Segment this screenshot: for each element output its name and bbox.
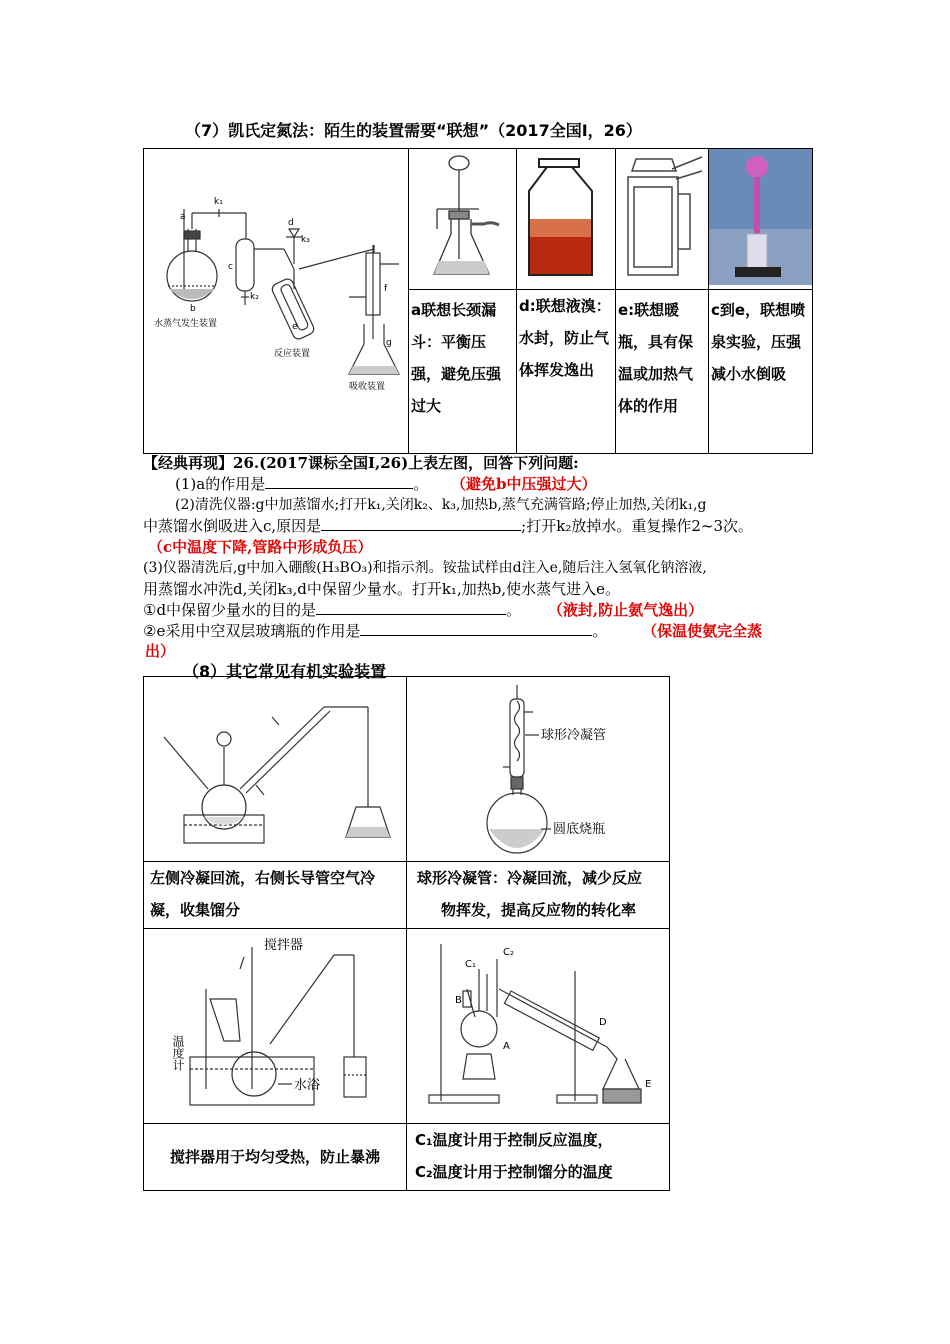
- caption-1-line1: 左侧冷凝回流，右侧长导管空气冷: [150, 869, 376, 887]
- caption-4-line1: C₁温度计用于控制反应温度，: [415, 1131, 613, 1149]
- label-B: B: [455, 995, 462, 1006]
- label-A: A: [503, 1041, 510, 1052]
- stirrer-apparatus-diagram: [144, 929, 406, 1119]
- question-2-line1: (2)清洗仪器:g中加蒸馏水;打开k₁,关闭k₂、k₃,加热b,蒸气充满管路;停止加热,关闭k₁,g: [175, 497, 707, 513]
- question-2-line2: [143, 515, 753, 536]
- answer-1: （避免b中压强过大）: [451, 475, 597, 493]
- label-water-bath: 水浴: [294, 1078, 321, 1093]
- label-k3: k₃: [301, 235, 310, 245]
- bromine-bottle-image: [517, 149, 615, 285]
- label-e: e: [292, 322, 298, 332]
- question-3-sub1: [143, 599, 703, 620]
- question-head2: 26.(2017课标全国Ⅰ,26)上表左图，回答下列问题:: [233, 454, 579, 472]
- distillation-apparatus-diagram: [407, 929, 669, 1119]
- fountain-image-cell: [709, 149, 813, 290]
- fountain-note-cell: [709, 290, 813, 454]
- label-D: D: [599, 1017, 607, 1028]
- reflux-distill-cell: [144, 677, 407, 862]
- label-C2: C₂: [503, 947, 514, 958]
- bromine-bottle-image-cell: [517, 149, 616, 290]
- three-neck-reflux-diagram: [144, 677, 406, 857]
- caption-1-cell: [144, 862, 407, 929]
- label-d: d: [288, 218, 294, 228]
- q3-s1-blank: [316, 600, 506, 615]
- label-absorb: 吸收装置: [349, 382, 386, 392]
- answer-3-2a: （保温使氨完全蒸: [642, 622, 763, 640]
- question-1: [175, 473, 597, 494]
- label-a: a: [180, 212, 186, 222]
- label-bulb-condenser: 球形冷凝管: [541, 728, 607, 743]
- caption-4-line2: C₂温度计用于控制馏分的温度: [415, 1163, 613, 1181]
- label-round-flask: 圆底烧瓶: [553, 822, 606, 837]
- label-thermometer: 温度计: [171, 1035, 185, 1071]
- question-3-line1: (3)仪器清洗后,g中加入硼酸(H₃BO₃)和指示剂。铵盐试样由d注入e,随后注入氢氧化钠溶液,: [143, 560, 707, 576]
- q3-s2-text: ②e采用中空双层玻璃瓶的作用是: [143, 622, 361, 640]
- q2-end: ;打开k₂放掉水。重复操作2~3次。: [521, 517, 753, 535]
- caption-2-line2: 物挥发，提高反应物的转化率: [441, 901, 637, 919]
- label-c: c: [228, 262, 233, 272]
- fountain-experiment-photo: [709, 149, 812, 285]
- funnel-image-cell: [409, 149, 517, 290]
- label-f: f: [384, 284, 388, 294]
- q2-text: 中蒸馏水倒吸进入c,原因是: [143, 517, 322, 535]
- bulb-condenser-cell: [407, 677, 670, 862]
- section8-title: （8）其它常见有机实验装置: [183, 662, 387, 681]
- funnel-note: a联想长颈漏斗：平衡压强，避免压强过大: [411, 301, 502, 415]
- stirrer-apparatus-cell: [144, 929, 407, 1124]
- label-C1: C₁: [465, 959, 476, 970]
- bromine-note-cell: [517, 290, 616, 454]
- answer-3-2b: 出）: [145, 642, 176, 660]
- kjeldahl-apparatus-cell: [144, 149, 409, 454]
- bulb-condenser-diagram: [407, 677, 669, 857]
- kjeldahl-table: [143, 148, 813, 454]
- bromine-note: d:联想液溴：水封，防止气体挥发逸出: [519, 297, 611, 379]
- q1-end: 。: [413, 475, 429, 493]
- distillation-apparatus-cell: [407, 929, 670, 1124]
- label-steam: 水蒸气发生装置: [154, 319, 218, 329]
- question-3-line2: 用蒸馏水冲洗d,关闭k₃,d中保留少量水。打开k₁,加热b,使水蒸气进入e。: [143, 580, 620, 598]
- label-E: E: [645, 1079, 652, 1090]
- caption-3-cell: [144, 1124, 407, 1191]
- caption-1-line2: 凝，收集馏分: [150, 901, 241, 919]
- answer-2: （c中温度下降,管路中形成负压）: [148, 538, 373, 556]
- thermos-bottle-image: [616, 149, 708, 285]
- label-stirrer: 搅拌器: [264, 938, 304, 953]
- thermos-image-cell: [616, 149, 709, 290]
- q1-text: (1)a的作用是: [175, 475, 266, 493]
- label-reaction: 反应装置: [274, 349, 311, 359]
- caption-3: 搅拌器用于均匀受热，防止暴沸: [169, 1148, 380, 1166]
- fountain-note: c到e，联想喷泉实验，压强减小水倒吸: [711, 301, 806, 383]
- q3-s2-blank: [360, 621, 592, 636]
- label-k1: k₁: [214, 197, 223, 207]
- kjeldahl-apparatus-diagram: [144, 149, 408, 449]
- q2-blank: [321, 516, 521, 531]
- thermos-note-cell: [616, 290, 709, 454]
- safety-funnel-image: [409, 149, 516, 285]
- funnel-note-cell: [409, 290, 517, 454]
- label-k2: k₂: [250, 292, 259, 302]
- thermos-note: e:联想暖瓶，具有保温或加热气体的作用: [618, 301, 694, 415]
- answer-3-1: （液封,防止氨气逸出）: [547, 601, 704, 619]
- question-head: 【经典再现】: [143, 454, 234, 472]
- caption-2-line1: 球形冷凝管：冷凝回流，减少反应: [417, 869, 643, 887]
- caption-2-cell: [407, 862, 670, 929]
- q3-s2-end: 。: [592, 622, 608, 640]
- question-heading: [143, 452, 579, 473]
- caption-4-cell: [407, 1124, 670, 1191]
- q3-s1-end: 。: [506, 601, 522, 619]
- question-3-sub2: [143, 620, 762, 641]
- section7-title: （7）凯氏定氮法：陌生的装置需要“联想”（2017全国Ⅰ，26）: [185, 121, 642, 140]
- organic-apparatus-table: [143, 676, 670, 1191]
- q1-blank: [265, 474, 413, 489]
- label-g: g: [386, 338, 392, 348]
- q3-s1-text: ①d中保留少量水的目的是: [143, 601, 317, 619]
- label-b: b: [190, 304, 196, 314]
